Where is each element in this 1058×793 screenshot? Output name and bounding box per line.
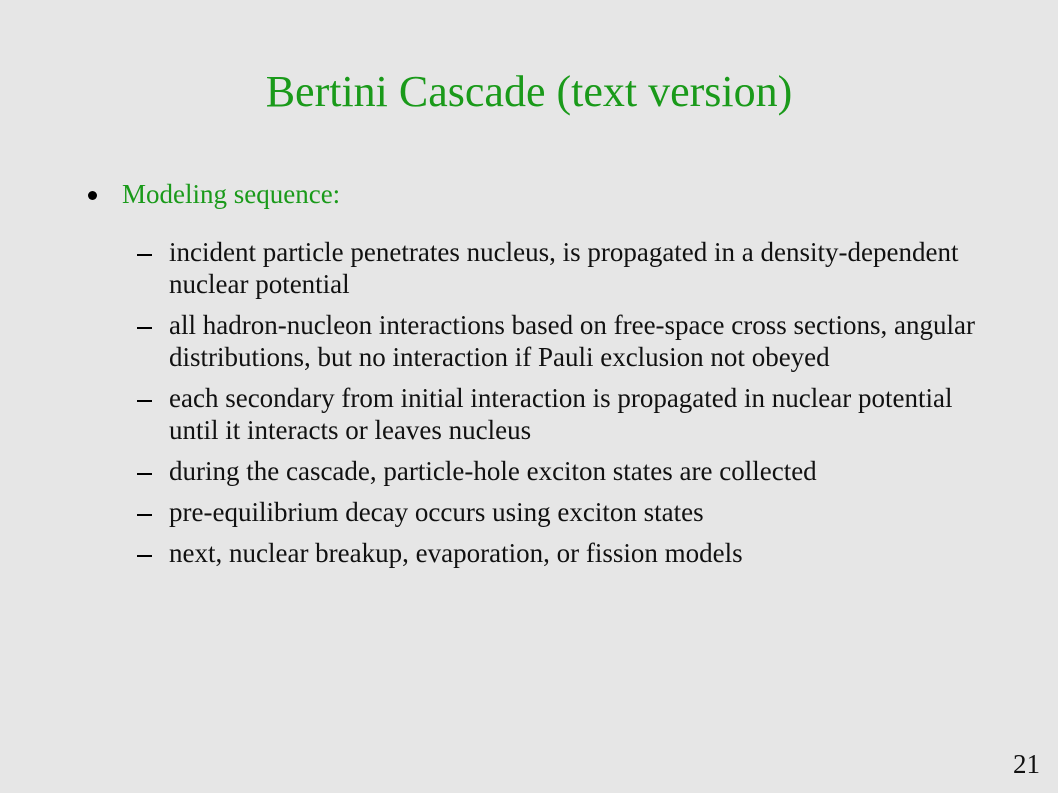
sub-bullet-text: incident particle penetrates nucleus, is propagated in a density-dependent nuclear potential <box>169 237 959 299</box>
dash-bullet-icon <box>137 514 152 516</box>
sub-bullet-item <box>137 537 987 569</box>
sub-bullet-item <box>137 236 987 300</box>
sub-bullet-text: next, nuclear breakup, evaporation, or fission models <box>169 538 743 568</box>
dash-bullet-icon <box>137 555 152 557</box>
dash-bullet-icon <box>137 254 152 256</box>
sub-bullet-text: all hadron-nucleon interactions based on free-space cross sections, angular distributions, but no interaction if Pauli exclusion not obeyed <box>169 310 975 372</box>
dash-bullet-icon <box>137 327 152 329</box>
sub-bullet-item <box>137 496 987 528</box>
dash-bullet-icon <box>137 400 152 402</box>
sub-bullet-text: pre-equilibrium decay occurs using exciton states <box>169 497 704 527</box>
bullet-dot-icon <box>88 191 97 200</box>
sub-bullet-text: during the cascade, particle-hole exciton states are collected <box>169 456 817 486</box>
sub-bullet-item <box>137 382 987 446</box>
slide-title: Bertini Cascade (text version) <box>265 67 793 116</box>
top-bullet <box>88 176 988 212</box>
top-bullet-text: Modeling sequence: <box>122 179 341 209</box>
sub-bullet-list <box>137 236 987 578</box>
sub-bullet-item <box>137 309 987 373</box>
page-number: 21 <box>1013 749 1040 779</box>
sub-bullet-item <box>137 455 987 487</box>
dash-bullet-icon <box>137 473 152 475</box>
sub-bullet-text: each secondary from initial interaction is propagated in nuclear potential until it interacts or leaves nucleus <box>169 383 953 445</box>
